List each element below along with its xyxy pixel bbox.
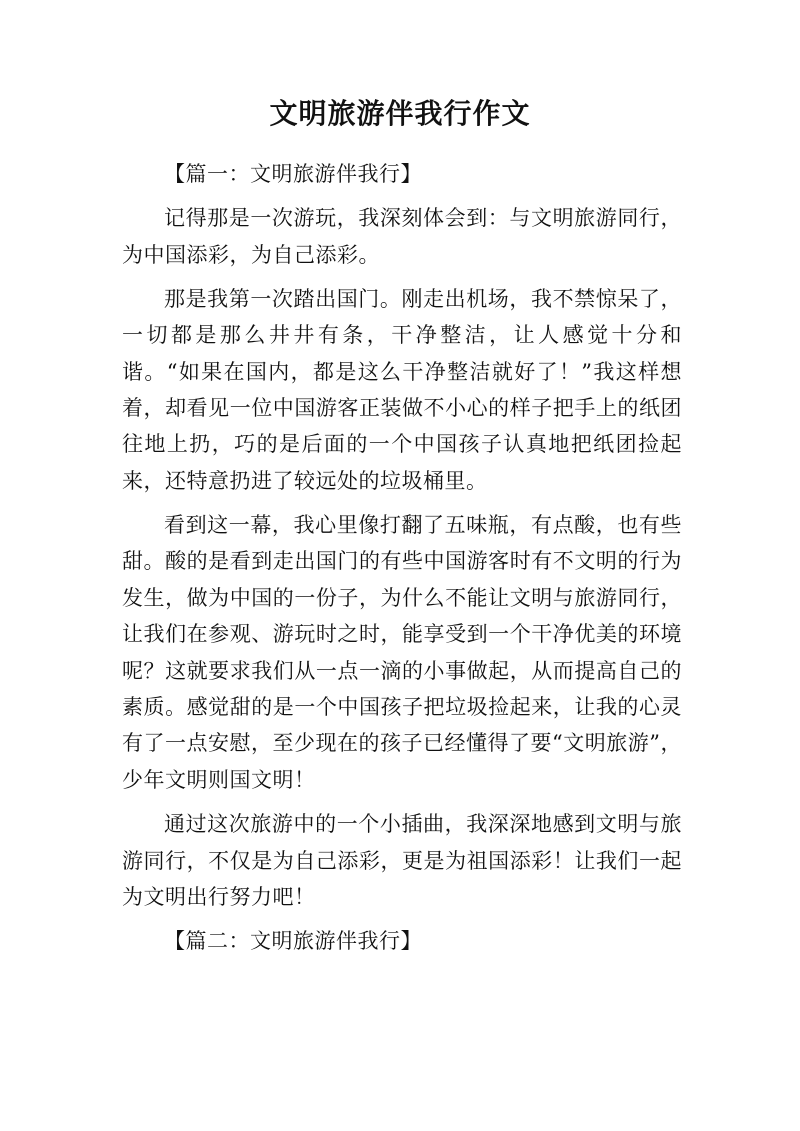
document-body (122, 156, 682, 967)
paragraph: 通过这次旅游中的一个小插曲，我深深地感到文明与旅游同行，不仅是为自己添彩，更是为祖国添彩！让我们一起为文明出行努力吧！ (122, 812, 682, 909)
paragraph: 那是我第一次踏出国门。刚走出机场，我不禁惊呆了，一切都是那么井井有条，干净整洁，让人感觉十分和谐。“如果在国内，都是这么干净整洁就好了！”我这样想着，却看见一位中国游客正装做不小心的样子把手上的纸团往地上扔，巧的是后面的一个中国孩子认真地把纸团捡起来，还特意扔进了较远处的垃圾桶里。 (122, 286, 682, 493)
section-heading-2: 【篇二：文明旅游伴我行】 (164, 929, 422, 954)
paragraph: 看到这一幕，我心里像打翻了五味瓶，有点酸，也有些甜。酸的是看到走出国门的有些中国游客时有不文明的行为发生，做为中国的一份子，为什么不能让文明与旅游同行，让我们在参观、游玩时之时，能享受到一个干净优美的环境呢？这就要求我们从一点一滴的小事做起，从而提高自己的素质。感觉甜的是一个中国孩子把垃圾捡起来，让我的心灵有了一点安慰，至少现在的孩子已经懂得了要“文明旅游”，少年文明则国文明！ (122, 513, 682, 792)
paragraph: 记得那是一次游玩，我深刻体会到：与文明旅游同行，为中国添彩，为自己添彩。 (122, 206, 682, 267)
section-heading-1: 【篇一：文明旅游伴我行】 (164, 162, 422, 186)
page-title: 文明旅游伴我行作文 (269, 97, 531, 130)
